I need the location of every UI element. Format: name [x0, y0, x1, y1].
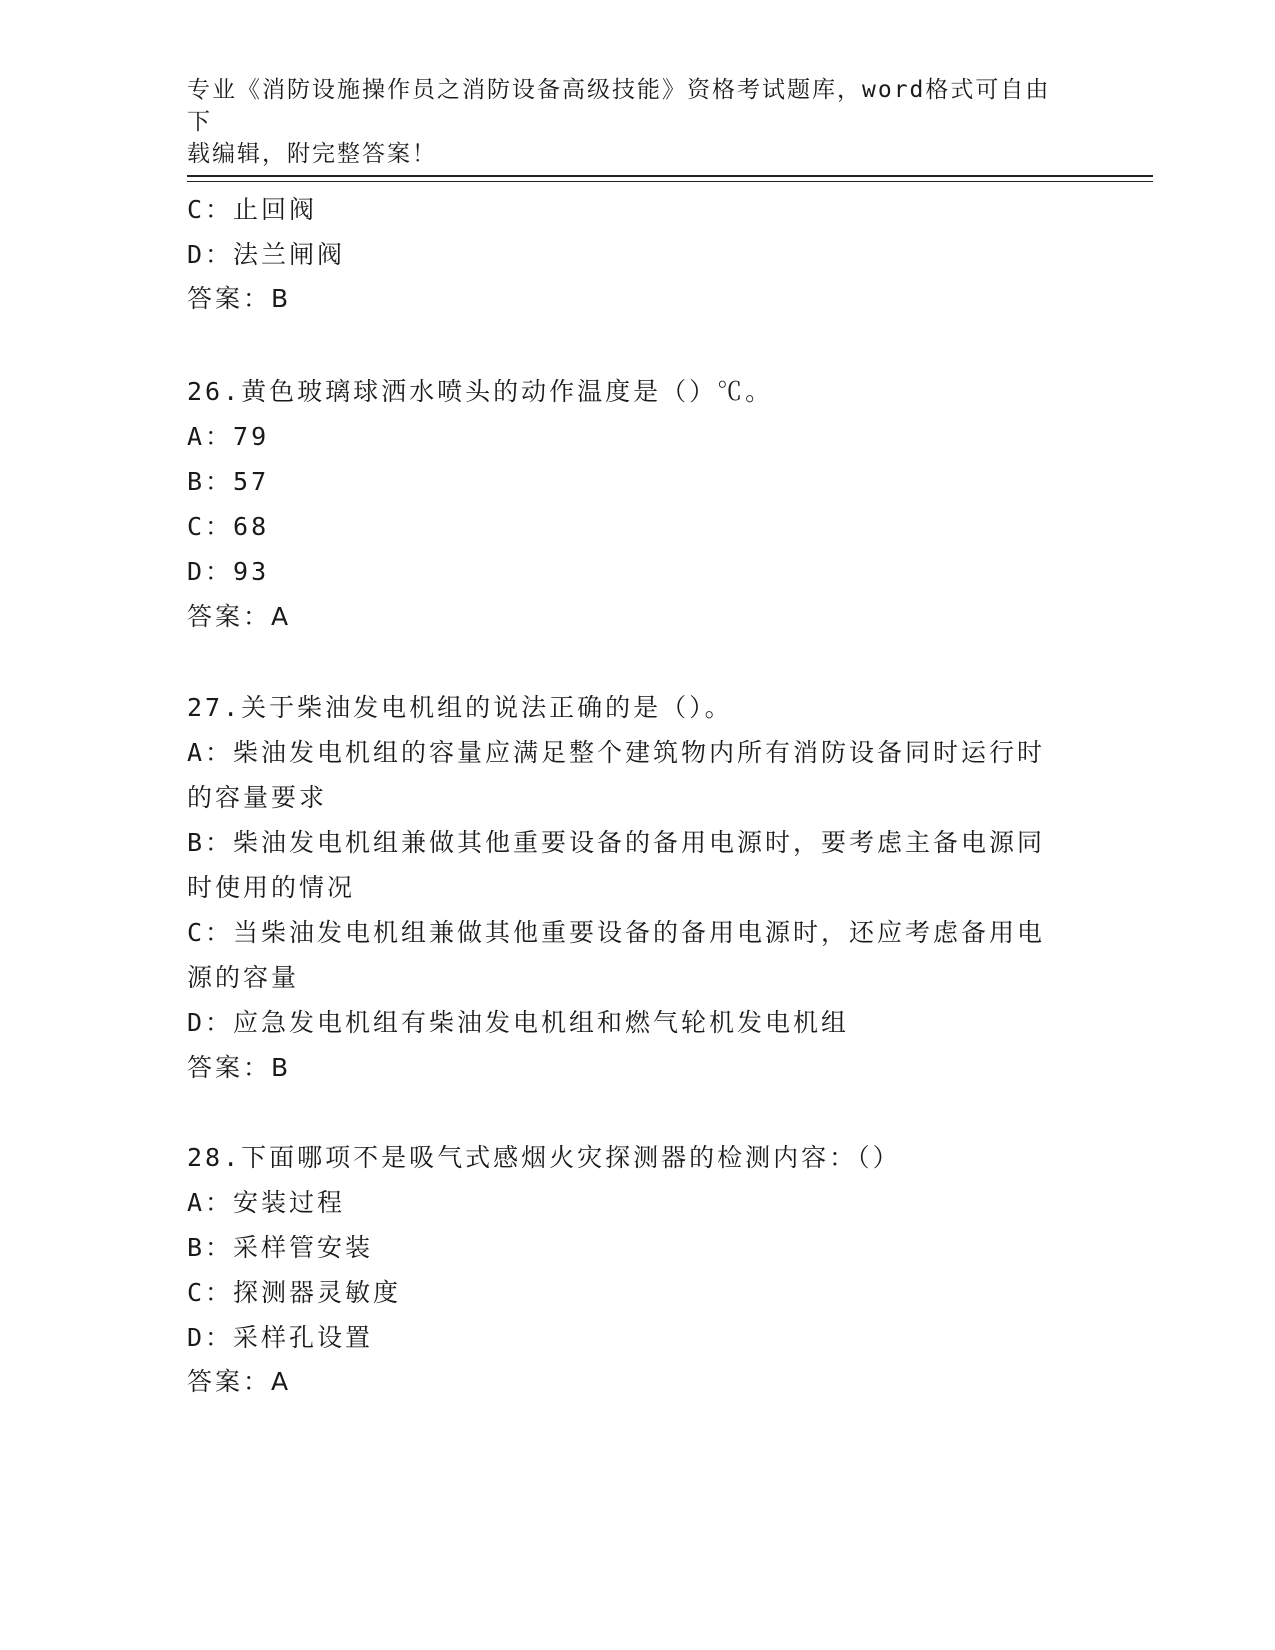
q28-option-c: C：探测器灵敏度: [187, 1278, 402, 1307]
header-divider-thin: [187, 181, 1153, 182]
q26-answer: 答案：A: [187, 602, 292, 631]
q26-option-d: D：93: [187, 557, 270, 586]
q28-option-a: A：安装过程: [187, 1188, 346, 1217]
q26-stem: 26.黄色玻璃球洒水喷头的动作温度是（）℃。: [187, 377, 774, 406]
prev-answer: 答案：B: [187, 284, 292, 313]
q28-option-b: B：采样管安装: [187, 1233, 374, 1262]
q27-option-c-line2: 源的容量: [187, 963, 300, 992]
q28-stem: 28.下面哪项不是吸气式感烟火灾探测器的检测内容：（）: [187, 1143, 901, 1172]
q27-option-d: D：应急发电机组有柴油发电机组和燃气轮机发电机组: [187, 1008, 850, 1037]
q27-option-b-line1: B：柴油发电机组兼做其他重要设备的备用电源时，要考虑主备电源同: [187, 828, 1046, 857]
q26-option-a: A：79: [187, 422, 270, 451]
q27-answer: 答案：B: [187, 1053, 292, 1082]
header-divider-thick: [187, 175, 1153, 177]
document-header: [187, 74, 1067, 170]
prev-option-d: D：法兰闸阀: [187, 240, 346, 269]
q27-option-c-line1: C：当柴油发电机组兼做其他重要设备的备用电源时，还应考虑备用电: [187, 918, 1046, 947]
q28-answer: 答案：A: [187, 1367, 292, 1396]
q27-option-b-line2: 时使用的情况: [187, 873, 356, 902]
header-line-2: 载编辑，附完整答案！: [187, 141, 437, 167]
header-line-1: 专业《消防设施操作员之消防设备高级技能》资格考试题库，word格式可自由下: [187, 77, 1051, 135]
q26-option-c: C：68: [187, 512, 270, 541]
q28-option-d: D：采样孔设置: [187, 1323, 374, 1352]
prev-option-c: C：止回阀: [187, 195, 318, 224]
q27-option-a-line2: 的容量要求: [187, 783, 328, 812]
q27-option-a-line1: A：柴油发电机组的容量应满足整个建筑物内所有消防设备同时运行时: [187, 738, 1046, 767]
q27-stem: 27.关于柴油发电机组的说法正确的是（）。: [187, 693, 733, 722]
q26-option-b: B：57: [187, 467, 270, 496]
